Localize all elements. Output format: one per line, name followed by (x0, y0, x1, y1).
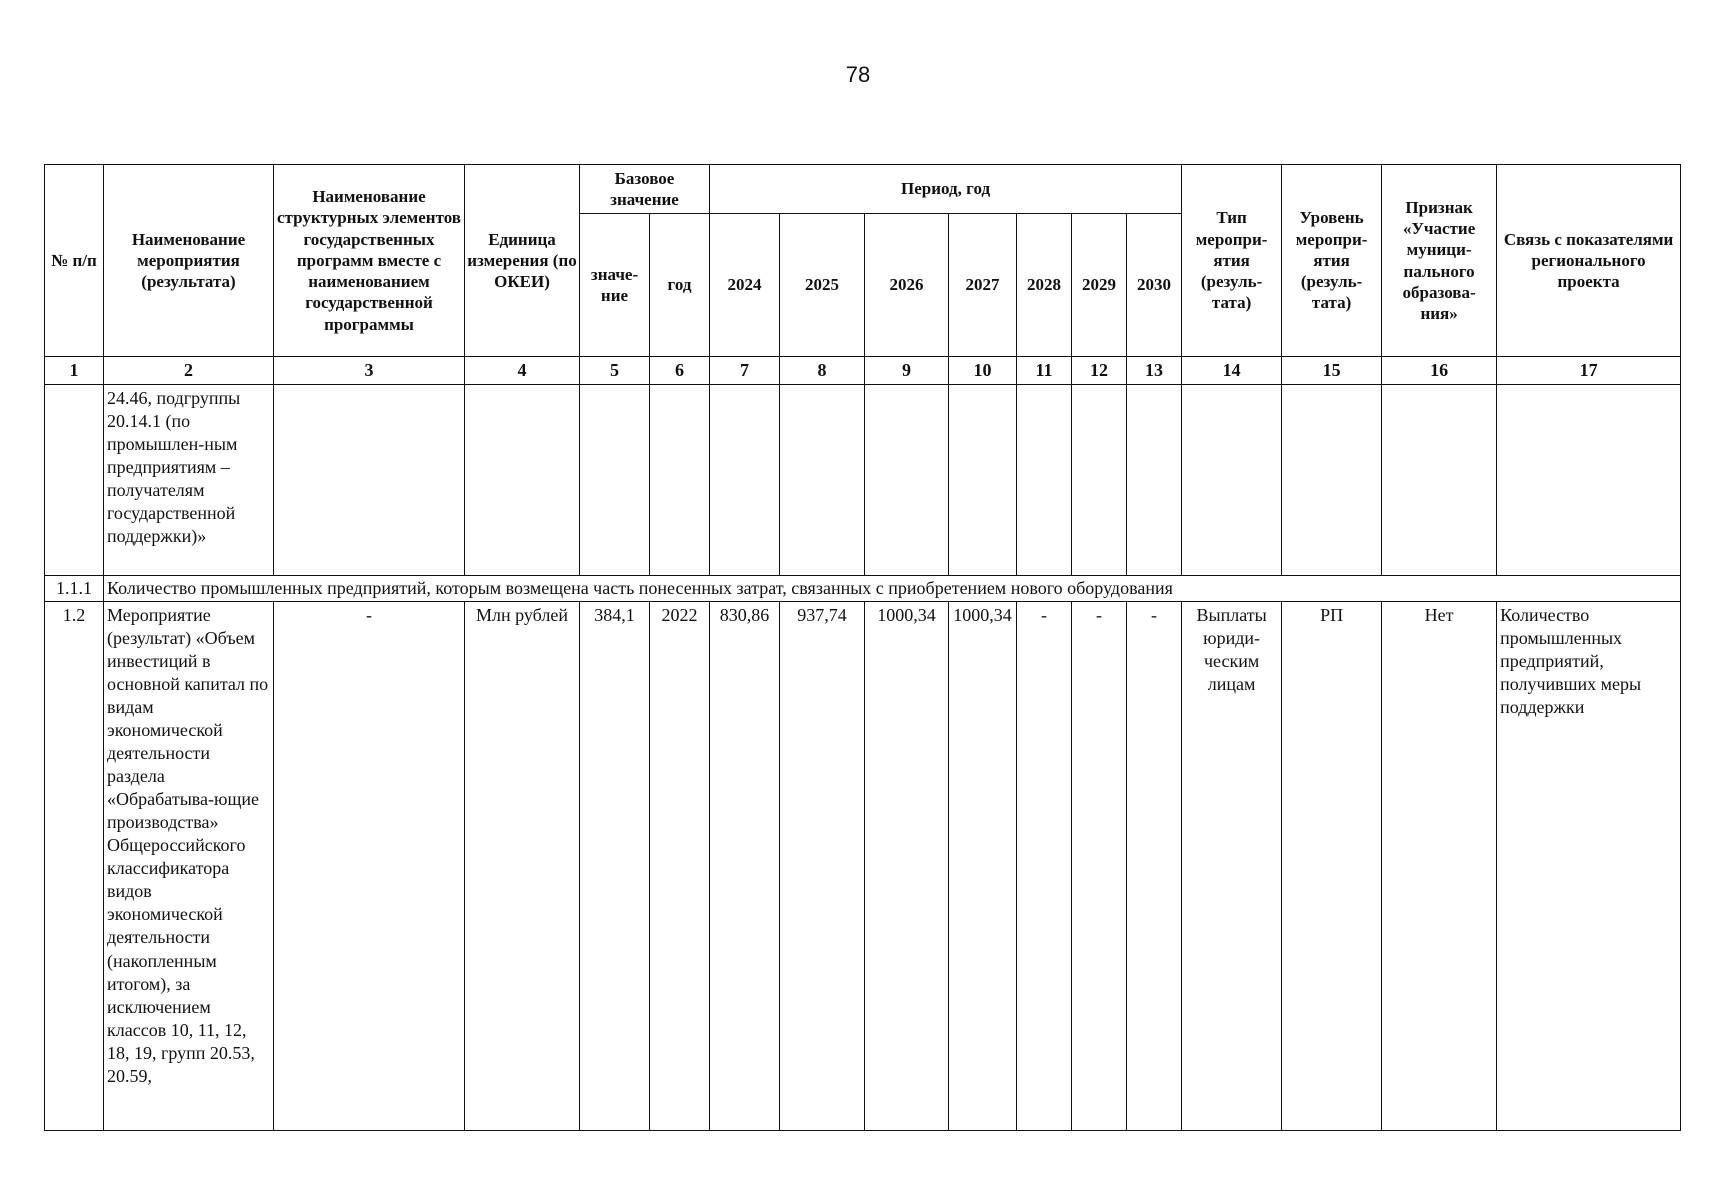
column-number: 3 (274, 357, 465, 385)
column-number: 16 (1382, 357, 1497, 385)
cell-empty (865, 385, 949, 576)
table-row-1-2 (45, 602, 1681, 1131)
header-row-1 (45, 165, 1681, 214)
cell-empty (1072, 385, 1127, 576)
header-regional-link: Связь с показателями регионального проекта (1497, 165, 1681, 357)
unit-value: Млн рублей (465, 602, 580, 1131)
header-year-2026: 2026 (865, 214, 949, 357)
header-year-2027: 2027 (949, 214, 1017, 357)
cell-empty (1017, 385, 1072, 576)
municipal-participation-value: Нет (1382, 602, 1497, 1131)
column-number: 4 (465, 357, 580, 385)
cell-empty (949, 385, 1017, 576)
cell-empty (1382, 385, 1497, 576)
event-level-value: РП (1282, 602, 1382, 1131)
column-number: 17 (1497, 357, 1681, 385)
base-year: 2022 (650, 602, 710, 1131)
column-number: 11 (1017, 357, 1072, 385)
indicator-text: Количество промышленных предприятий, которым возмещена часть понесенных затрат, связанных с приобретением нового оборудования (104, 576, 1681, 602)
row-number: 1.1.1 (45, 576, 104, 602)
column-number: 5 (580, 357, 650, 385)
cell-empty (1497, 385, 1681, 576)
cell-empty (710, 385, 780, 576)
header-structural-elements: Наименование структурных элементов государственных программ вместе с наименованием государственной программы (274, 165, 465, 357)
value-2024: 830,86 (710, 602, 780, 1131)
event-name: Мероприятие (результат) «Объем инвестиций в основной капитал по видам экономической деятельности раздела «Обрабатыва-ющие производства» Общероссийского классификатора видов экономической деятельности (накопленным итогом), за исключением классов 10, 11, 12, 18, 19, групп 20.53, 20.59, (104, 602, 274, 1131)
column-number: 14 (1182, 357, 1282, 385)
column-number: 10 (949, 357, 1017, 385)
cell-empty (465, 385, 580, 576)
column-number-row (45, 357, 1681, 385)
header-year-2029: 2029 (1072, 214, 1127, 357)
header-event-name: Наименование мероприятия (результата) (104, 165, 274, 357)
column-number: 13 (1127, 357, 1182, 385)
cell-empty (274, 385, 465, 576)
value-2029: - (1072, 602, 1127, 1131)
header-base-value: значе-ние (580, 214, 650, 357)
cell-empty (650, 385, 710, 576)
column-number: 9 (865, 357, 949, 385)
header-base-year: год (650, 214, 710, 357)
column-number: 6 (650, 357, 710, 385)
regional-link-value: Количество промышленных предприятий, получивших меры поддержки (1497, 602, 1681, 1131)
page-number: 78 (845, 62, 871, 87)
row-number: 1.2 (45, 602, 104, 1131)
header-period-group: Период, год (710, 165, 1182, 214)
cell-empty (580, 385, 650, 576)
column-number: 7 (710, 357, 780, 385)
cell-empty (1182, 385, 1282, 576)
header-event-level: Уровень меропри-ятия (резуль-тата) (1282, 165, 1382, 357)
header-municipal-participation: Признак «Участие муници-пального образова-ния» (1382, 165, 1497, 357)
column-number: 15 (1282, 357, 1382, 385)
cell-empty (1282, 385, 1382, 576)
header-year-2028: 2028 (1017, 214, 1072, 357)
header-year-2024: 2024 (710, 214, 780, 357)
cell-empty (45, 385, 104, 576)
column-number: 12 (1072, 357, 1127, 385)
value-2025: 937,74 (780, 602, 865, 1131)
event-type-value: Выплаты юриди-ческим лицам (1182, 602, 1282, 1131)
header-unit: Единица измерения (по ОКЕИ) (465, 165, 580, 357)
header-base-value-group: Базовое значение (580, 165, 710, 214)
cell-empty (780, 385, 865, 576)
header-year-2030: 2030 (1127, 214, 1182, 357)
cell-empty (1127, 385, 1182, 576)
value-2030: - (1127, 602, 1182, 1131)
structural-elements-value: - (274, 602, 465, 1131)
header-num: № п/п (45, 165, 104, 357)
header-event-type: Тип меропри-ятия (резуль-тата) (1182, 165, 1282, 357)
value-2026: 1000,34 (865, 602, 949, 1131)
base-value: 384,1 (580, 602, 650, 1131)
table-row-continuation (45, 385, 1681, 576)
header-year-2025: 2025 (780, 214, 865, 357)
column-number: 1 (45, 357, 104, 385)
value-2028: - (1017, 602, 1072, 1131)
table-row-1-1-1 (45, 576, 1681, 602)
events-table (44, 164, 1681, 1131)
value-2027: 1000,34 (949, 602, 1017, 1131)
column-number: 2 (104, 357, 274, 385)
continuation-event-name: 24.46, подгруппы 20.14.1 (по промышлен-ным предприятиям – получателям государственной поддержки)» (104, 385, 274, 576)
column-number: 8 (780, 357, 865, 385)
